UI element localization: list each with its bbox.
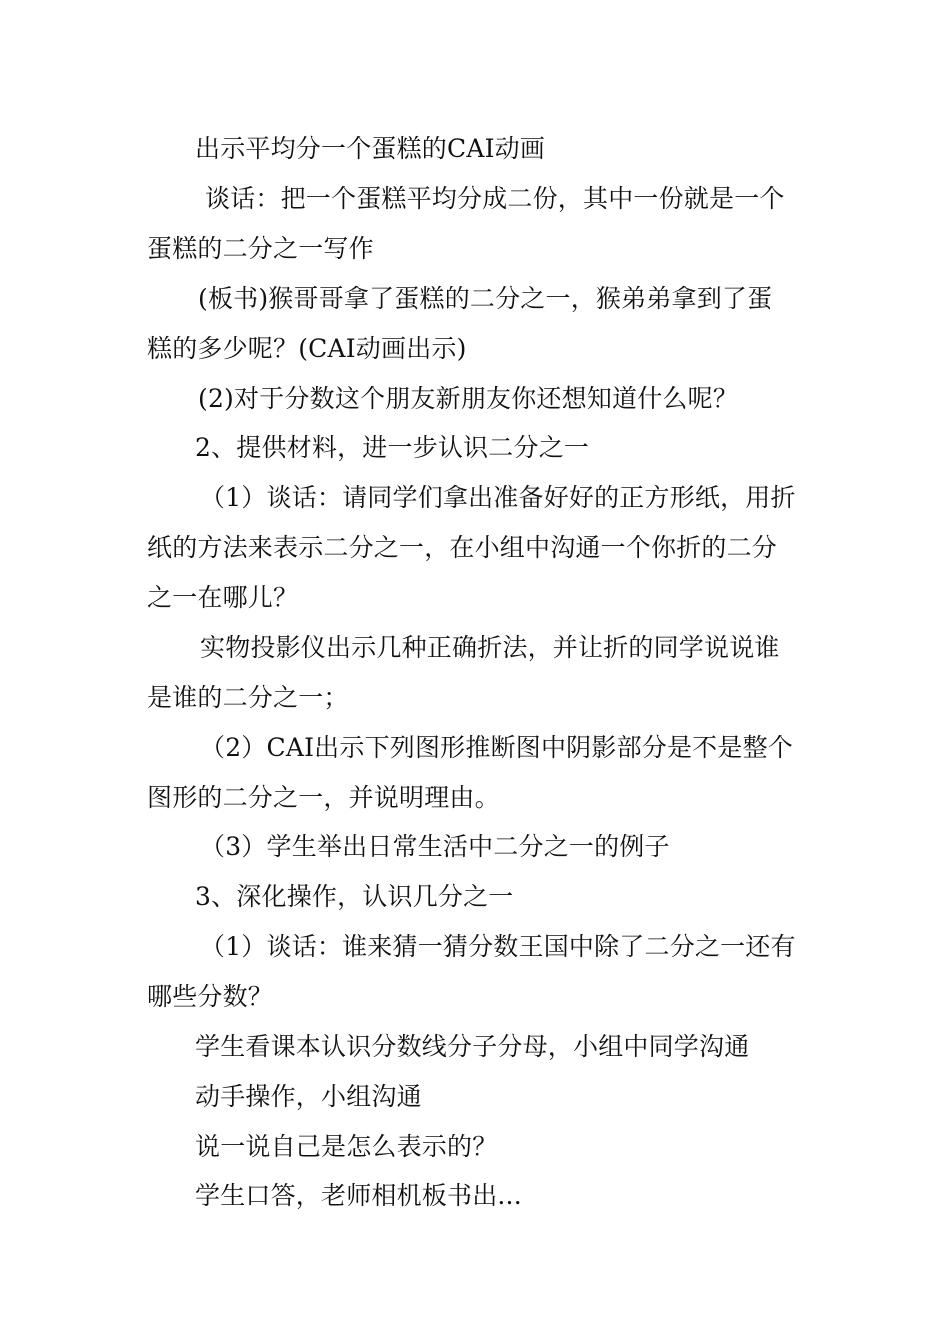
text-line-6: (2)对于分数这个朋友新朋友你还想知道什么呢？ [198,384,739,413]
text-line-14: 图形的二分之一，并说明理由。 [147,783,500,812]
text-line-22: 学生口答，老师相机板书出... [195,1181,522,1210]
text-line-18: 哪些分数？ [147,982,274,1011]
text-line-12: 是谁的二分之一； [147,683,349,712]
text-line-19: 学生看课本认识分数线分子分母，小组中同学沟通 [195,1032,750,1061]
text-line-16: 3、深化操作，认识几分之一 [195,882,514,911]
text-line-15: （3）学生举出日常生活中二分之一的例子 [200,832,670,861]
text-line-8: （1）谈话：请同学们拿出准备好好的正方形纸，用折 [200,483,796,512]
text-line-4: (板书)猴哥哥拿了蛋糕的二分之一，猴弟弟拿到了蛋 [198,284,773,313]
text-line-2: 谈话：把一个蛋糕平均分成二份，其中一份就是一个 [205,184,785,213]
text-line-13: （2）CAI出示下列图形推断图中阴影部分是不是整个 [200,733,793,762]
text-line-17: （1）谈话：谁来猜一猜分数王国中除了二分之一还有 [200,932,796,961]
text-line-10: 之一在哪儿？ [147,583,299,612]
text-line-11: 实物投影仪出示几种正确折法，并让折的同学说说谁 [200,633,780,662]
text-line-20: 动手操作，小组沟通 [195,1082,422,1111]
text-line-5: 糕的多少呢？(CAI动画出示) [147,334,467,363]
text-line-1: 出示平均分一个蛋糕的CAI动画 [195,134,546,163]
text-line-3: 蛋糕的二分之一写作 [147,234,374,263]
text-line-9: 纸的方法来表示二分之一，在小组中沟通一个你折的二分 [147,533,778,562]
text-line-21: 说一说自己是怎么表示的？ [195,1132,498,1161]
text-line-7: 2、提供材料，进一步认识二分之一 [195,433,590,462]
